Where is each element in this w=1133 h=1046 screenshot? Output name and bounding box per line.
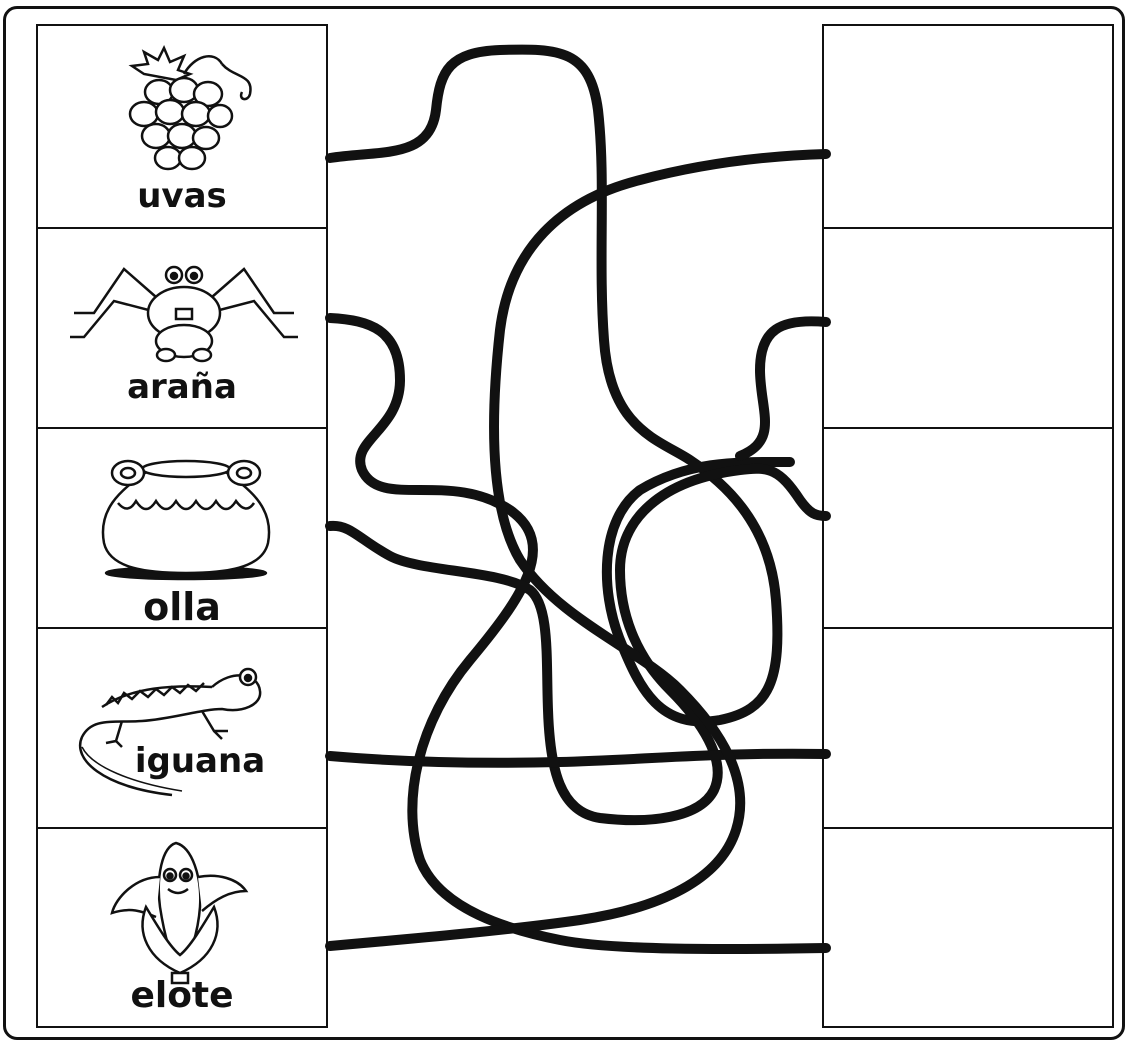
word-label: araña (127, 367, 237, 407)
maze-path-iguana (330, 754, 826, 763)
word-label: iguana (134, 741, 266, 781)
maze-path-extra (740, 321, 826, 456)
maze-path-arana (330, 318, 826, 949)
word-label: elote (130, 975, 234, 1016)
word-label: uvas (137, 176, 227, 216)
maze-path-elote (330, 154, 826, 946)
word-label: olla (143, 585, 221, 629)
